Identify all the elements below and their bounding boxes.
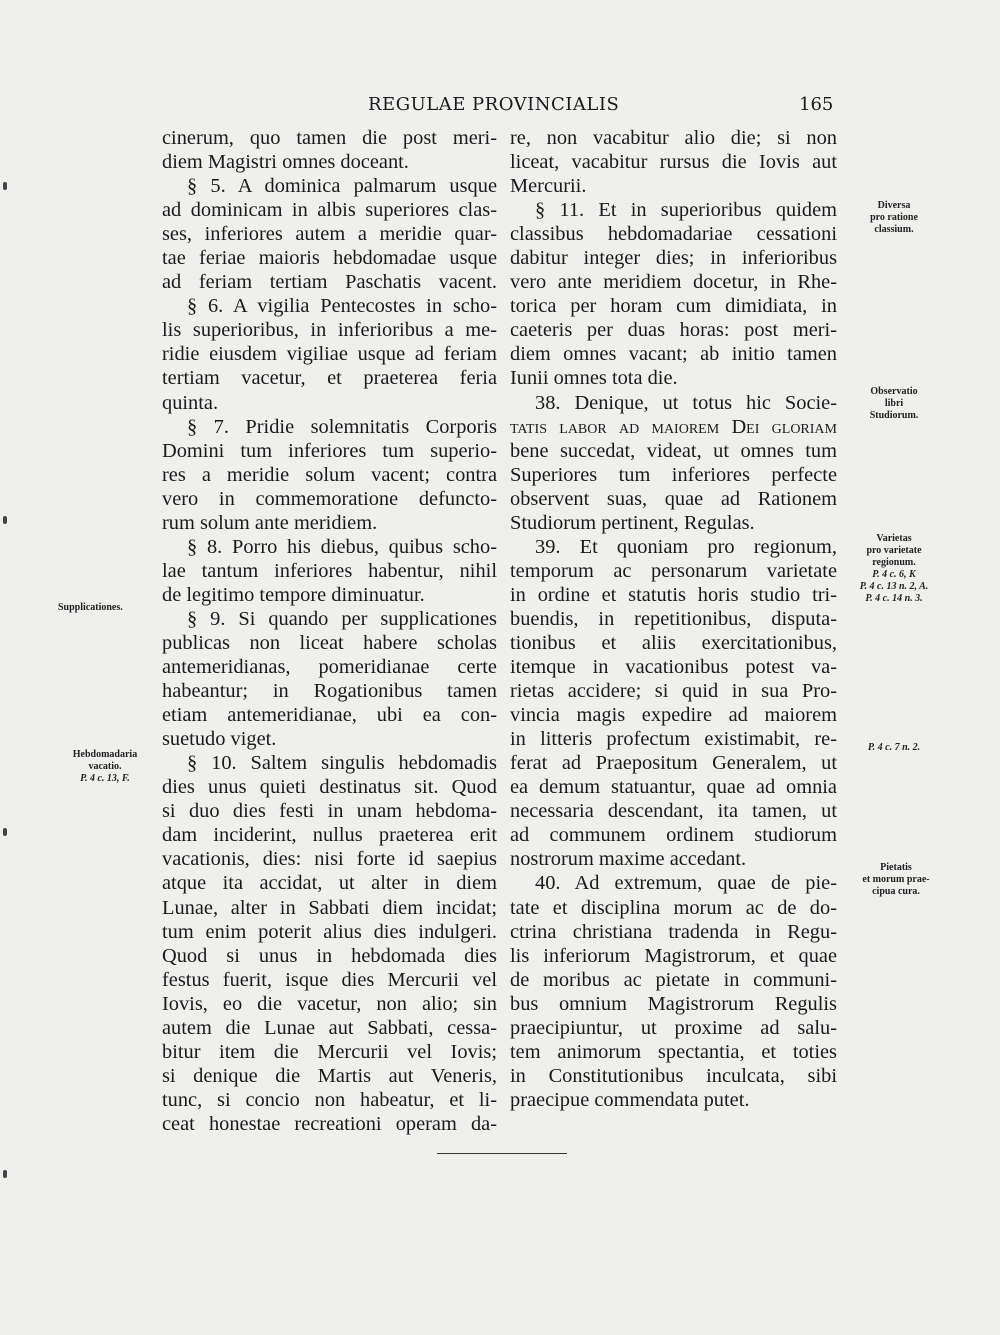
text-line: cinerum, quo tamen die post meri-	[162, 127, 497, 149]
left-text-column	[162, 126, 497, 1136]
text-line: ea demum statuantur, quae ad omnia	[510, 776, 837, 799]
text-line: caeteris per duas horas: post meri-	[510, 319, 837, 342]
text-line: nostrorum maxime accedant.	[510, 848, 747, 871]
text-line: dam inciderint, nullus praeterea erit	[162, 824, 497, 847]
text-line: tem animorum spectantia, et toties	[510, 1040, 837, 1063]
text-line: ferat ad Praepositum Generalem, ut	[510, 752, 837, 775]
text-line: vincia magis expedire ad maiorem	[510, 704, 837, 727]
text-line: festus fuerit, isque dies Mercurii vel	[162, 968, 497, 991]
text-line: § 8. Porro his diebus, quibus scho-	[187, 535, 497, 558]
text-line: diem omnes vacant; ab initio tamen	[510, 343, 837, 366]
text-line: de legitimo tempore diminuatur.	[162, 583, 425, 606]
text-line: § 11. Et in superioribus quidem	[535, 199, 837, 222]
text-line: habeantur; in Rogationibus tamen	[162, 680, 497, 703]
text-line: suetudo viget.	[162, 728, 277, 751]
text-line: lis inferiorum Magistrorum, et quae	[510, 944, 837, 967]
margin-note-supplicationes: Supplicationes.	[58, 602, 123, 613]
text-line: dabitur integer dies; in inferioribus	[510, 247, 837, 270]
text-line: ses, inferiores autem a meridie quar-	[162, 223, 497, 246]
text-line: buendis, in repetitionibus, disputa-	[510, 607, 837, 630]
text-line: § 5. A dominica palmarum usque	[187, 175, 497, 198]
text-line: tae feriae maioris hebdomadae usque	[162, 247, 497, 270]
text-line: antemeridianas, pomeridianae certe	[162, 656, 497, 679]
text-line: bus omnium Magistrorum Regulis	[510, 992, 837, 1015]
text-line: Iunii omnes tota die.	[510, 367, 678, 390]
text-line: rietas accidere; si quid in sua Pro-	[510, 680, 837, 703]
text-line: ceat honestae recreationi operam da-	[162, 1112, 497, 1135]
running-head: REGULAE PROVINCIALIS	[368, 94, 620, 115]
margin-note-hebdomadaria: Hebdomadaria vacatio. P. 4 c. 13, F.	[72, 749, 138, 784]
text-line: Lunae, alter in Sabbati diem incidat;	[162, 896, 497, 919]
text-line: rum solum ante meridiem.	[162, 511, 378, 534]
text-line: praecipue commendata putet.	[510, 1088, 750, 1111]
text-line: itemque in vacationibus potest va-	[510, 656, 837, 679]
text-line: observent suas, quae ad Rationem	[510, 487, 837, 510]
text-line: in litteris profectum existimabit, re-	[510, 728, 837, 751]
text-line: § 7. Pridie solemnitatis Corporis	[187, 415, 497, 438]
text-line: temporum ac personarum varietate	[510, 559, 837, 582]
text-line: Iovis, eo die vacetur, non alio; sin	[162, 992, 497, 1015]
text-line: ad feriam tertiam Paschatis vacent.	[162, 271, 497, 294]
text-line: § 10. Saltem singulis hebdomadis	[187, 752, 497, 775]
text-line: tate et disciplina morum ac de do-	[510, 896, 837, 919]
text-line: Mercurii.	[510, 175, 587, 198]
text-line: tatis labor ad maiorem Dei gloriam	[510, 415, 837, 438]
text-line: bene succedat, videat, ut omnes tum	[510, 439, 837, 462]
text-line: 38. Denique, ut totus hic Socie-	[535, 391, 837, 414]
margin-note-diversa: Diversa pro ratione classium.	[870, 200, 918, 235]
text-line: atque ita accidat, ut alter in diem	[162, 872, 497, 895]
text-line: ad dominicam in albis superiores clas-	[162, 199, 497, 222]
text-line: vacationis, dies: nisi forte id saepius	[162, 848, 497, 871]
footer-rule	[437, 1153, 567, 1154]
text-line: § 9. Si quando per supplicationes	[187, 607, 497, 630]
text-line: Domini tum inferiores tum superio-	[162, 439, 497, 462]
page-number: 165	[799, 94, 834, 115]
text-line: ad communem ordinem studiorum	[510, 824, 837, 847]
margin-note-reference: P. 4 c. 7 n. 2.	[867, 742, 921, 753]
text-line: lis superioribus, in inferioribus a me-	[162, 319, 497, 342]
margin-note-pietatis: Pietatis et morum prae- cipua cura.	[862, 862, 930, 897]
text-line: si denique die Martis aut Veneris,	[162, 1064, 497, 1087]
text-line: Studiorum pertinent, Regulas.	[510, 511, 755, 534]
text-line: quinta.	[162, 391, 219, 414]
text-line: tertiam vacetur, et praeterea feria	[162, 367, 497, 390]
text-line: liceat, vacabitur rursus die Iovis aut	[510, 151, 837, 174]
page-edge-mark	[3, 516, 7, 524]
page-edge-mark	[3, 828, 7, 836]
text-line: si duo dies festi in unam hebdoma-	[162, 800, 497, 823]
right-text-column	[510, 126, 837, 1112]
text-line: Superiores tum inferiores perfecte	[510, 463, 837, 486]
text-line: publicas non liceat habere scholas	[162, 631, 497, 654]
text-line: tum enim poterit alius dies indulgeri.	[162, 920, 497, 943]
text-line: classibus hebdomadariae cessationi	[510, 223, 837, 246]
text-line: dies unus quieti destinatus sit. Quod	[162, 776, 497, 799]
text-line: bitur item die Mercurii vel Iovis;	[162, 1040, 497, 1063]
text-line: 40. Ad extremum, quae de pie-	[535, 872, 837, 895]
margin-note-observatio: Observatio libri Studiorum.	[869, 386, 919, 421]
text-line: lae tantum inferiores habentur, nihil	[162, 559, 497, 582]
text-line: § 6. A vigilia Pentecostes in scho-	[187, 295, 497, 318]
text-line: ridie eiusdem vigiliae usque ad feriam	[162, 343, 497, 366]
text-line: re, non vacabitur alio die; si non	[510, 127, 837, 149]
text-line: Quod si unus in hebdomada dies	[162, 944, 497, 967]
margin-note-varietas: Varietas pro varietate regionum. P. 4 c. 6, K P. 4 c. 13 n. 2, A. P. 4 c. 14 n. 3.	[859, 533, 929, 604]
text-line: tunc, si concio non habeatur, et li-	[162, 1088, 497, 1111]
text-line: diem Magistri omnes doceant.	[162, 151, 409, 174]
text-line: 39. Et quoniam pro regionum,	[535, 535, 837, 558]
page-edge-mark	[3, 1170, 7, 1178]
text-line: praecipiuntur, ut proxime ad salu-	[510, 1016, 837, 1039]
text-line: res a meridie solum vacent; contra	[162, 463, 497, 486]
text-line: in ordine et statutis horis studio tri-	[510, 583, 837, 606]
text-line: etiam antemeridianae, ubi ea con-	[162, 704, 497, 727]
text-line: torica per horam cum dimidiata, in	[510, 295, 837, 318]
text-line: necessaria descendant, ita tamen, ut	[510, 800, 837, 823]
text-line: de moribus ac pietate in communi-	[510, 968, 837, 991]
text-line: vero ante meridiem docetur, in Rhe-	[510, 271, 837, 294]
text-line: tionibus et aliis exercitationibus,	[510, 631, 837, 654]
page-edge-mark	[3, 182, 7, 190]
text-line: ctrina christiana tradenda in Regu-	[510, 920, 837, 943]
text-line: in Constitutionibus inculcata, sibi	[510, 1064, 837, 1087]
text-line: autem die Lunae aut Sabbati, cessa-	[162, 1016, 497, 1039]
text-line: vero in commemoratione defuncto-	[162, 487, 497, 510]
